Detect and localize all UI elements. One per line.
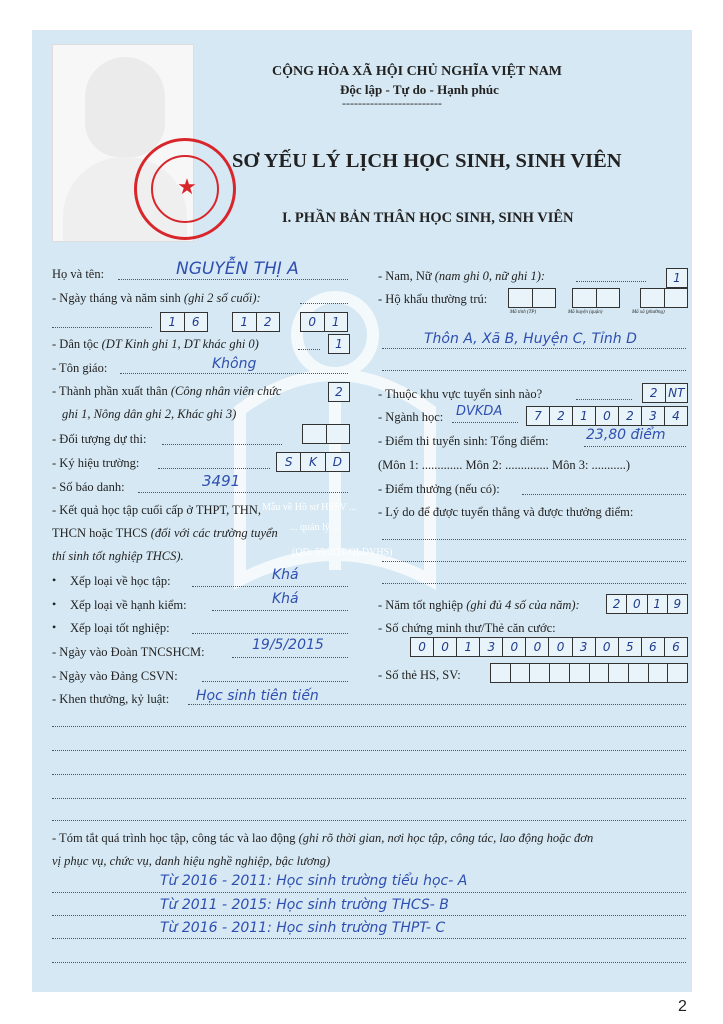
address-value: Thôn A, Xã B, Huyện C, Tỉnh D [424,331,637,347]
major-value: DVKDA [456,404,503,419]
history-line-4 [52,962,686,963]
name-line [118,279,348,280]
results-line-3: thí sinh tốt nghiệp THCS). [52,549,184,563]
address-line-2 [382,370,686,371]
name-value: NGUYỄN THỊ A [176,259,299,279]
watermark-text-3: (QĐ: 55/2QT-QLĐVHS) [292,547,393,558]
origin-box: 2 [328,382,350,402]
history-line-2 [52,915,686,916]
history-line-1 [52,892,686,893]
history-item-1: Từ 2016 - 2011: Học sinh trường tiểu học- A [160,873,468,889]
academic-label: Xếp loại về học tập: [70,574,171,588]
reward-line-4 [52,774,686,775]
dob-label: - Ngày tháng và năm sinh (ghi 2 số cuối): [52,291,261,305]
area-label: - Thuộc khu vực tuyển sinh nào? [378,387,543,401]
gender-label: - Nam, Nữ (nam ghi 0, nữ ghi 1): [378,269,546,283]
gender-box: 1 [666,268,688,288]
bullet-dot: • [52,620,57,634]
subjects-line: (Môn 1: ............. Môn 2: .............. Môn 3: ...........) [378,458,631,472]
area-box: 2 NT [642,383,688,403]
youth-union-line [232,657,348,658]
reward-line-2 [52,726,686,727]
candidate-no-value: 3491 [202,472,241,490]
school-code-line [158,468,270,469]
watermark-text-1: Mẫu về Hồ sơ HSSV ... [262,502,357,513]
youth-union-label: - Ngày vào Đoàn TNCSHCM: [52,645,205,659]
reason-label: - Lý do để được tuyển thẳng và được thưởng điểm: [378,505,634,519]
ethnic-box: 1 [328,334,350,354]
major-code-box: 7 2 1 0 2 3 4 [526,406,688,426]
conduct-line [212,610,348,611]
main-title: SƠ YẾU LÝ LỊCH HỌC SINH, SINH VIÊN [232,150,622,172]
history-item-2: Từ 2011 - 2015: Học sinh trường THCS- B [160,897,449,913]
district-code-box [572,288,620,308]
district-code-caption: Mã huyện (quận) [568,310,603,315]
origin-note: ghi 1, Nông dân ghi 2, Khác ghi 3) [62,407,237,421]
gender-line [576,281,646,282]
id-label: - Số chứng minh thư/Thẻ căn cước: [378,621,556,635]
dob-year-box: 0 1 [300,312,348,332]
score-label: - Điểm thi tuyển sinh: Tổng điểm: [378,434,549,448]
area-line [576,399,632,400]
red-seal-stamp: ★ [134,138,236,240]
reason-line-1 [382,539,686,540]
dob-line-2 [52,327,152,328]
name-label: Họ và tên: [52,267,105,281]
commune-code-box [640,288,688,308]
page-number: 2 [678,998,687,1015]
grad-year-label: - Năm tốt nghiệp (ghi đủ 4 số của năm): [378,598,580,612]
grad-year-box: 2 0 1 9 [606,594,688,614]
origin-label: - Thành phần xuất thân (Công nhân viên chức [52,384,282,398]
history-item-3: Từ 2016 - 2011: Học sinh trường THPT- C [160,920,446,936]
student-card-box [490,663,688,683]
student-card-label: - Số thẻ HS, SV: [378,668,461,682]
reward-line-6 [52,820,686,821]
province-code-box [508,288,556,308]
school-code-box: S K D [276,452,350,472]
candidate-no-label: - Số báo danh: [52,480,125,494]
party-label: - Ngày vào Đảng CSVN: [52,669,178,683]
youth-union-value: 19/5/2015 [252,637,324,653]
conduct-label: Xếp loại về hạnh kiểm: [70,598,187,612]
dob-day-box: 1 6 [160,312,208,332]
academic-line [192,586,348,587]
watermark-text-2: ... quản lý ... [290,522,340,533]
party-line [202,681,348,682]
summary-note: vị phục vụ, chức vụ, danh hiệu nghề nghiệp, bậc lương) [52,854,331,868]
results-line-1: - Kết quả học tập cuối cấp ở THPT, THN, [52,503,261,517]
reward-line-3 [52,750,686,751]
bonus-label: - Điểm thưởng (nếu có): [378,482,500,496]
ethnic-label: - Dân tộc (DT Kinh ghi 1, DT khác ghi 0) [52,337,259,351]
history-line-3 [52,938,686,939]
bonus-line [522,494,686,495]
conduct-value: Khá [272,591,299,607]
reason-line-3 [382,583,686,584]
candidate-no-line [138,492,348,493]
target-box [302,424,350,444]
bullet-dot: • [52,597,57,611]
bullet-dot: • [52,573,57,587]
religion-line [120,373,348,374]
major-label: - Ngành học: [378,410,444,424]
dob-month-box: 1 2 [232,312,280,332]
province-code-caption: Mã tỉnh (TP) [510,310,537,315]
reward-value: Học sinh tiên tiến [196,688,319,704]
reward-line [188,704,686,705]
score-line [584,446,686,447]
academic-value: Khá [272,567,299,583]
reason-line-2 [382,561,686,562]
dob-line [300,303,348,304]
ethnic-line [298,349,320,350]
religion-label: - Tôn giáo: [52,361,108,375]
score-value: 23,80 điểm [586,427,666,443]
target-line [162,444,282,445]
household-label: - Hộ khẩu thường trú: [378,292,488,306]
school-code-label: - Ký hiệu trường: [52,456,140,470]
results-line-2: THCN hoặc THCS (đối với các trường tuyển [52,526,278,540]
republic-heading: CỘNG HÒA XÃ HỘI CHỦ NGHĨA VIỆT NAM [272,64,563,79]
reward-line-5 [52,798,686,799]
id-number-box: 0 0 1 3 0 0 0 3 0 5 6 6 [410,637,688,657]
target-label: - Đối tượng dự thi: [52,432,147,446]
graduation-label: Xếp loại tốt nghiệp: [70,621,170,635]
reward-label: - Khen thưởng, kỷ luật: [52,692,170,706]
header-separator: ------------------------- [342,96,442,110]
commune-code-caption: Mã xã (phường) [632,310,665,315]
major-line [452,422,518,423]
section-title: I. PHẦN BẢN THÂN HỌC SINH, SINH VIÊN [282,210,574,226]
graduation-line [192,633,348,634]
motto: Độc lập - Tự do - Hạnh phúc [340,82,499,97]
religion-value: Không [212,356,257,372]
address-line [382,348,686,349]
summary-label: - Tóm tắt quá trình học tập, công tác và lao động (ghi rõ thời gian, nơi học tập, công tác, lao động hoặc đơn [52,831,594,845]
